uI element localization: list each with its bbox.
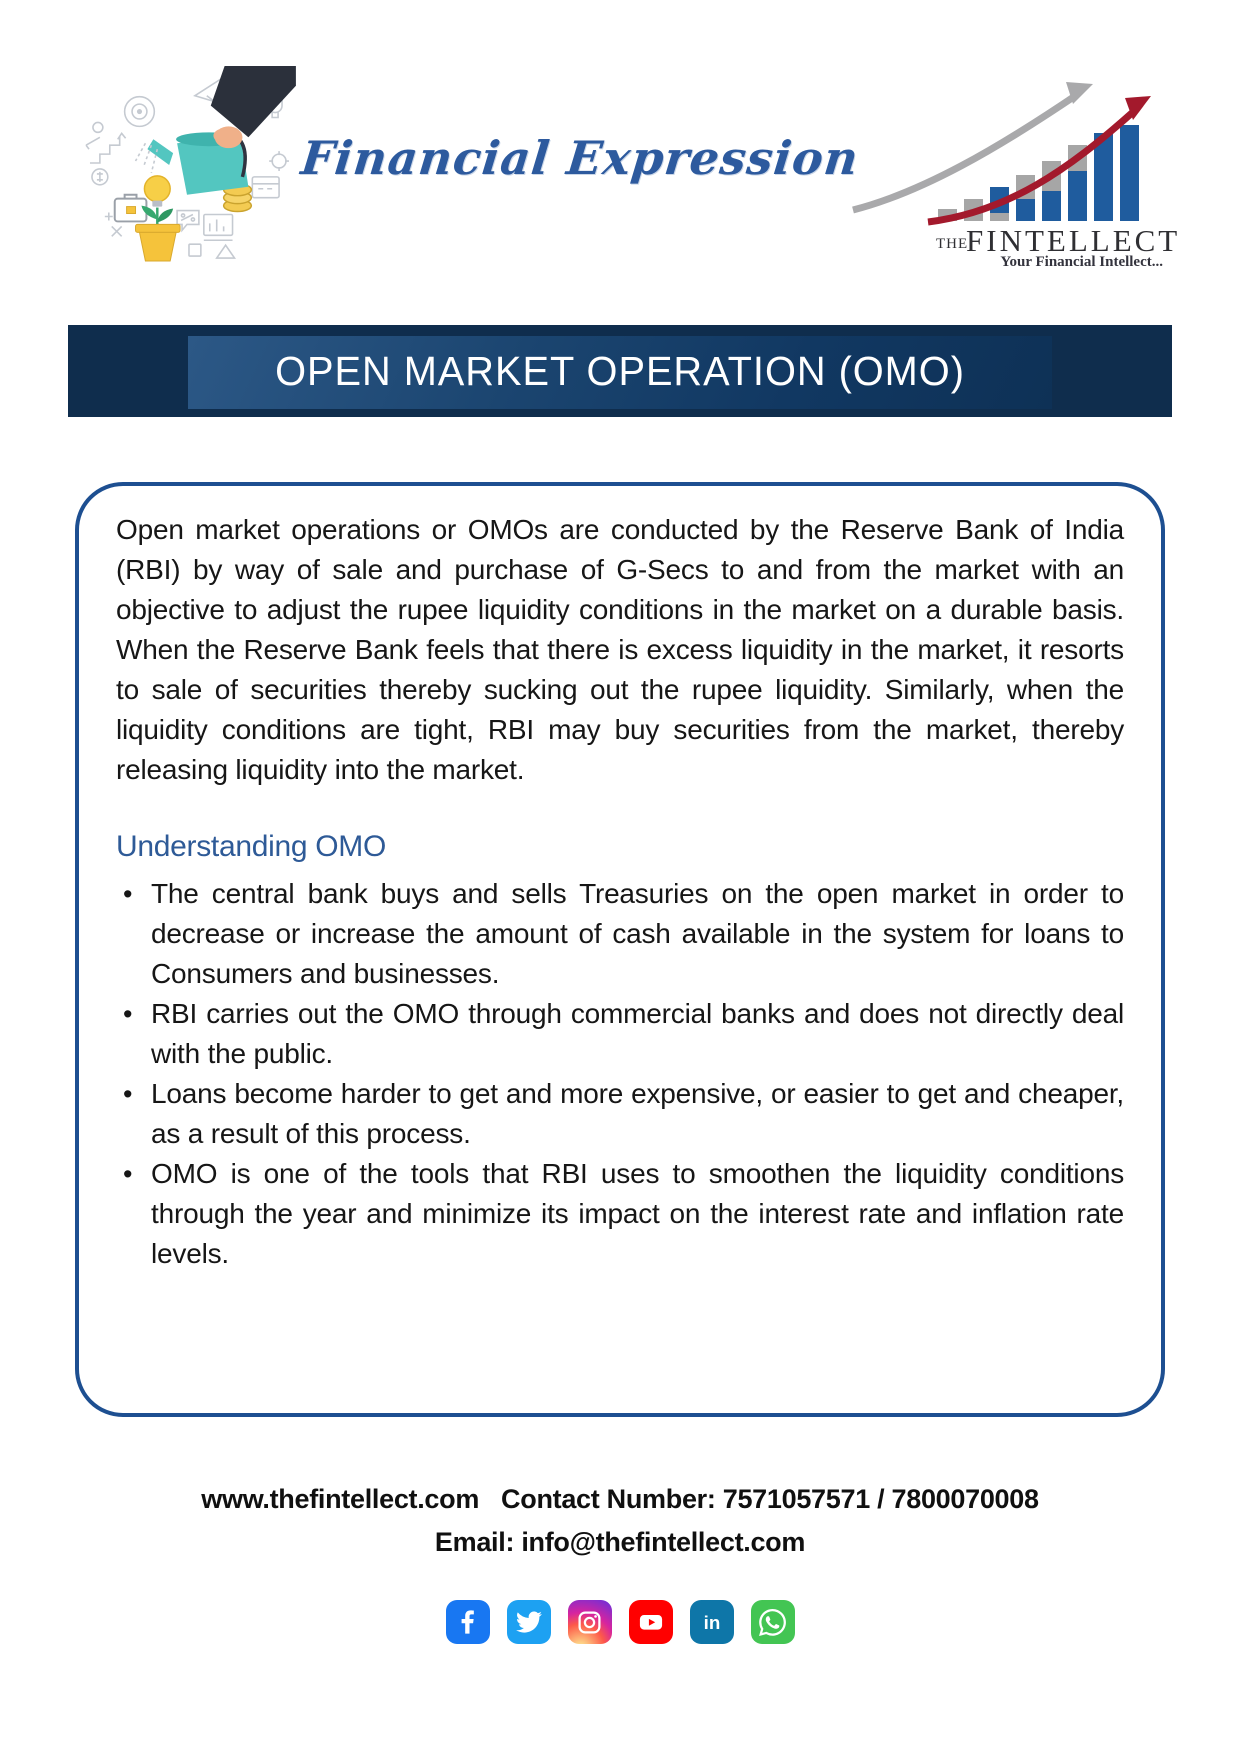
intro-paragraph: Open market operations or OMOs are conducted by the Reserve Bank of India (RBI) by way of sale and purchase of G-Secs to and from the market with an objective to adjust the rupee liquidity conditions in the market on a durable basis. When the Reserve Bank feels that there is excess liquidity in the market, it resorts to sale of securities thereby sucking out the rupee liquidity. Similarly, when the liquidity conditions are tight, RBI may buy securities from the market, thereby releasing liquidity into the market. (116, 514, 1124, 785)
email-text: Email: info@thefintellect.com (434, 1527, 806, 1557)
footer-contacts (0, 1478, 1240, 1564)
logo-tagline: Your Financial Intellect... (1000, 254, 1163, 268)
website-text: www.thefintellect.com (201, 1484, 480, 1514)
bullet-list (116, 874, 1124, 1274)
title-banner (68, 325, 1172, 417)
instagram-icon[interactable] (568, 1600, 612, 1644)
linkedin-icon[interactable] (690, 1600, 734, 1644)
content-box (75, 482, 1165, 1417)
youtube-icon[interactable] (629, 1600, 673, 1644)
bullet-item: • OMO is one of the tools that RBI uses to smoothen the liquidity conditions through the year and minimize its impact on the interest rate and inflation rate levels. (116, 1154, 1124, 1274)
bullet-item: • RBI carries out the OMO through commercial banks and does not directly deal with the public. (116, 994, 1124, 1074)
suit-arm-hand (210, 66, 296, 148)
brand-script-title: Financial Expression (298, 131, 862, 185)
page-title: OPEN MARKET OPERATION (OMO) (275, 347, 965, 394)
social-icons-row (0, 1600, 1240, 1644)
linkedin-glyph: in (703, 1611, 720, 1633)
contact-number-text: Contact Number: 7571057571 / 7800070008 (501, 1484, 1039, 1514)
facebook-icon[interactable] (446, 1600, 490, 1644)
finance-doodle-illustration (78, 66, 296, 264)
logo-bar-chart (938, 125, 1139, 221)
twitter-icon[interactable] (507, 1600, 551, 1644)
logo-name: FINTELLECT (966, 223, 1181, 258)
logo-the: THE (936, 236, 969, 252)
briefcase-doodle (115, 195, 147, 222)
section-heading: Understanding OMO (116, 830, 387, 863)
fintellect-logo (833, 70, 1181, 268)
whatsapp-icon[interactable] (751, 1600, 795, 1644)
bullet-item: • The central bank buys and sells Treasuries on the open market in order to decrease or increase the amount of cash available in the system for loans to Consumers and businesses. (116, 874, 1124, 994)
bullet-item: • Loans become harder to get and more expensive, or easier to get and cheaper, as a result of this process. (116, 1074, 1124, 1154)
